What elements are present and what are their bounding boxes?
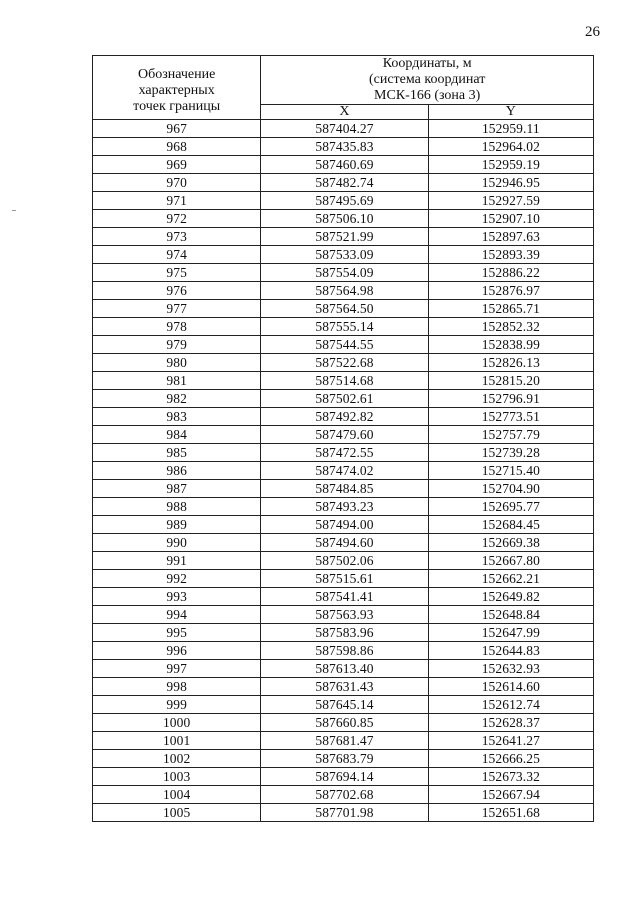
y-coordinate-cell: 152964.02 xyxy=(428,138,593,156)
x-coordinate-cell: 587502.06 xyxy=(261,552,428,570)
y-coordinate-cell: 152641.27 xyxy=(428,732,593,750)
x-coordinate-cell: 587645.14 xyxy=(261,696,428,714)
point-cell: 1002 xyxy=(93,750,261,768)
x-coordinate-cell: 587544.55 xyxy=(261,336,428,354)
point-cell: 998 xyxy=(93,678,261,696)
y-coordinate-cell: 152704.90 xyxy=(428,480,593,498)
x-coordinate-cell: 587631.43 xyxy=(261,678,428,696)
point-cell: 968 xyxy=(93,138,261,156)
x-coordinate-cell: 587521.99 xyxy=(261,228,428,246)
y-coordinate-cell: 152614.60 xyxy=(428,678,593,696)
table-row xyxy=(93,120,594,138)
table-row xyxy=(93,210,594,228)
point-cell: 1004 xyxy=(93,786,261,804)
point-cell: 988 xyxy=(93,498,261,516)
x-coordinate-cell: 587435.83 xyxy=(261,138,428,156)
point-cell: 982 xyxy=(93,390,261,408)
y-coordinate-cell: 152876.97 xyxy=(428,282,593,300)
table-row xyxy=(93,390,594,408)
x-coordinate-cell: 587522.68 xyxy=(261,354,428,372)
point-cell: 971 xyxy=(93,192,261,210)
y-coordinate-cell: 152886.22 xyxy=(428,264,593,282)
point-cell: 972 xyxy=(93,210,261,228)
table-row xyxy=(93,264,594,282)
x-coordinate-cell: 587613.40 xyxy=(261,660,428,678)
point-cell: 999 xyxy=(93,696,261,714)
point-cell: 980 xyxy=(93,354,261,372)
point-cell: 1000 xyxy=(93,714,261,732)
table-row xyxy=(93,498,594,516)
header-coordinates xyxy=(261,56,594,105)
header-point-line2: характерных xyxy=(138,82,215,98)
y-coordinate-cell: 152684.45 xyxy=(428,516,593,534)
y-coordinate-cell: 152632.93 xyxy=(428,660,593,678)
table-row xyxy=(93,462,594,480)
table-row xyxy=(93,300,594,318)
x-coordinate-cell: 587564.98 xyxy=(261,282,428,300)
table-row xyxy=(93,426,594,444)
y-coordinate-cell: 152757.79 xyxy=(428,426,593,444)
y-coordinate-cell: 152838.99 xyxy=(428,336,593,354)
page-number: 26 xyxy=(585,24,600,40)
table-row xyxy=(93,372,594,390)
point-cell: 977 xyxy=(93,300,261,318)
table-row xyxy=(93,138,594,156)
table-row xyxy=(93,624,594,642)
point-cell: 997 xyxy=(93,660,261,678)
point-cell: 970 xyxy=(93,174,261,192)
point-cell: 976 xyxy=(93,282,261,300)
table-row xyxy=(93,480,594,498)
table-row xyxy=(93,570,594,588)
table-row xyxy=(93,336,594,354)
x-coordinate-cell: 587598.86 xyxy=(261,642,428,660)
x-coordinate-cell: 587681.47 xyxy=(261,732,428,750)
x-coordinate-cell: 587563.93 xyxy=(261,606,428,624)
y-coordinate-cell: 152649.82 xyxy=(428,588,593,606)
table-row xyxy=(93,444,594,462)
table-row xyxy=(93,318,594,336)
x-coordinate-cell: 587514.68 xyxy=(261,372,428,390)
y-coordinate-cell: 152959.11 xyxy=(428,120,593,138)
x-coordinate-cell: 587479.60 xyxy=(261,426,428,444)
x-coordinate-cell: 587694.14 xyxy=(261,768,428,786)
x-coordinate-cell: 587515.61 xyxy=(261,570,428,588)
y-coordinate-cell: 152715.40 xyxy=(428,462,593,480)
table-row xyxy=(93,246,594,264)
point-cell: 993 xyxy=(93,588,261,606)
x-coordinate-cell: 587474.02 xyxy=(261,462,428,480)
point-cell: 979 xyxy=(93,336,261,354)
header-point-designation xyxy=(93,56,261,120)
table-row xyxy=(93,192,594,210)
table-row xyxy=(93,588,594,606)
x-coordinate-cell: 587683.79 xyxy=(261,750,428,768)
table-row xyxy=(93,282,594,300)
y-coordinate-cell: 152612.74 xyxy=(428,696,593,714)
point-cell: 978 xyxy=(93,318,261,336)
y-coordinate-cell: 152673.32 xyxy=(428,768,593,786)
point-cell: 1005 xyxy=(93,804,261,822)
point-cell: 967 xyxy=(93,120,261,138)
header-point-line1: Обозначение xyxy=(137,66,216,82)
point-cell: 987 xyxy=(93,480,261,498)
x-coordinate-cell: 587482.74 xyxy=(261,174,428,192)
x-coordinate-cell: 587660.85 xyxy=(261,714,428,732)
table-row xyxy=(93,408,594,426)
x-coordinate-cell: 587472.55 xyxy=(261,444,428,462)
table-row xyxy=(93,678,594,696)
point-cell: 994 xyxy=(93,606,261,624)
x-coordinate-cell: 587533.09 xyxy=(261,246,428,264)
header-x: X xyxy=(261,105,428,120)
point-cell: 985 xyxy=(93,444,261,462)
x-coordinate-cell: 587701.98 xyxy=(261,804,428,822)
table-header-row xyxy=(93,56,594,105)
point-cell: 989 xyxy=(93,516,261,534)
y-coordinate-cell: 152959.19 xyxy=(428,156,593,174)
x-coordinate-cell: 587484.85 xyxy=(261,480,428,498)
y-coordinate-cell: 152927.59 xyxy=(428,192,593,210)
point-cell: 990 xyxy=(93,534,261,552)
table-row xyxy=(93,732,594,750)
y-coordinate-cell: 152773.51 xyxy=(428,408,593,426)
table-row xyxy=(93,804,594,822)
x-coordinate-cell: 587583.96 xyxy=(261,624,428,642)
table-row xyxy=(93,786,594,804)
point-cell: 969 xyxy=(93,156,261,174)
coordinates-table xyxy=(92,55,594,822)
y-coordinate-cell: 152648.84 xyxy=(428,606,593,624)
point-cell: 986 xyxy=(93,462,261,480)
x-coordinate-cell: 587404.27 xyxy=(261,120,428,138)
table-row xyxy=(93,534,594,552)
table-row xyxy=(93,552,594,570)
y-coordinate-cell: 152852.32 xyxy=(428,318,593,336)
header-y: Y xyxy=(428,105,593,120)
x-coordinate-cell: 587555.14 xyxy=(261,318,428,336)
table-row xyxy=(93,156,594,174)
y-coordinate-cell: 152669.38 xyxy=(428,534,593,552)
y-coordinate-cell: 152893.39 xyxy=(428,246,593,264)
point-cell: 995 xyxy=(93,624,261,642)
table-row xyxy=(93,768,594,786)
x-coordinate-cell: 587564.50 xyxy=(261,300,428,318)
y-coordinate-cell: 152628.37 xyxy=(428,714,593,732)
point-cell: 983 xyxy=(93,408,261,426)
table-row xyxy=(93,696,594,714)
margin-mark xyxy=(12,210,16,211)
point-cell: 981 xyxy=(93,372,261,390)
x-coordinate-cell: 587541.41 xyxy=(261,588,428,606)
y-coordinate-cell: 152946.95 xyxy=(428,174,593,192)
point-cell: 1001 xyxy=(93,732,261,750)
y-coordinate-cell: 152667.94 xyxy=(428,786,593,804)
x-coordinate-cell: 587502.61 xyxy=(261,390,428,408)
y-coordinate-cell: 152662.21 xyxy=(428,570,593,588)
x-coordinate-cell: 587506.10 xyxy=(261,210,428,228)
header-coords-line1: Координаты, м xyxy=(382,56,472,71)
header-point-line3: точек границы xyxy=(133,98,221,114)
y-coordinate-cell: 152739.28 xyxy=(428,444,593,462)
table-row xyxy=(93,228,594,246)
table-row xyxy=(93,516,594,534)
table-row xyxy=(93,642,594,660)
y-coordinate-cell: 152647.99 xyxy=(428,624,593,642)
y-coordinate-cell: 152695.77 xyxy=(428,498,593,516)
y-coordinate-cell: 152865.71 xyxy=(428,300,593,318)
table-row xyxy=(93,354,594,372)
point-cell: 991 xyxy=(93,552,261,570)
point-cell: 984 xyxy=(93,426,261,444)
x-coordinate-cell: 587493.23 xyxy=(261,498,428,516)
x-coordinate-cell: 587494.00 xyxy=(261,516,428,534)
point-cell: 975 xyxy=(93,264,261,282)
y-coordinate-cell: 152897.63 xyxy=(428,228,593,246)
point-cell: 974 xyxy=(93,246,261,264)
header-coords-line3: МСК-166 (зона 3) xyxy=(374,88,481,103)
y-coordinate-cell: 152796.91 xyxy=(428,390,593,408)
y-coordinate-cell: 152907.10 xyxy=(428,210,593,228)
table-body xyxy=(93,120,594,822)
point-cell: 992 xyxy=(93,570,261,588)
table-row xyxy=(93,660,594,678)
table-row xyxy=(93,174,594,192)
table-row xyxy=(93,606,594,624)
table-row xyxy=(93,750,594,768)
y-coordinate-cell: 152667.80 xyxy=(428,552,593,570)
table-row xyxy=(93,714,594,732)
x-coordinate-cell: 587495.69 xyxy=(261,192,428,210)
point-cell: 1003 xyxy=(93,768,261,786)
point-cell: 996 xyxy=(93,642,261,660)
y-coordinate-cell: 152666.25 xyxy=(428,750,593,768)
x-coordinate-cell: 587494.60 xyxy=(261,534,428,552)
x-coordinate-cell: 587554.09 xyxy=(261,264,428,282)
header-coords-line2: (система координат xyxy=(368,72,486,87)
x-coordinate-cell: 587702.68 xyxy=(261,786,428,804)
y-coordinate-cell: 152651.68 xyxy=(428,804,593,822)
y-coordinate-cell: 152826.13 xyxy=(428,354,593,372)
x-coordinate-cell: 587460.69 xyxy=(261,156,428,174)
y-coordinate-cell: 152815.20 xyxy=(428,372,593,390)
point-cell: 973 xyxy=(93,228,261,246)
x-coordinate-cell: 587492.82 xyxy=(261,408,428,426)
y-coordinate-cell: 152644.83 xyxy=(428,642,593,660)
